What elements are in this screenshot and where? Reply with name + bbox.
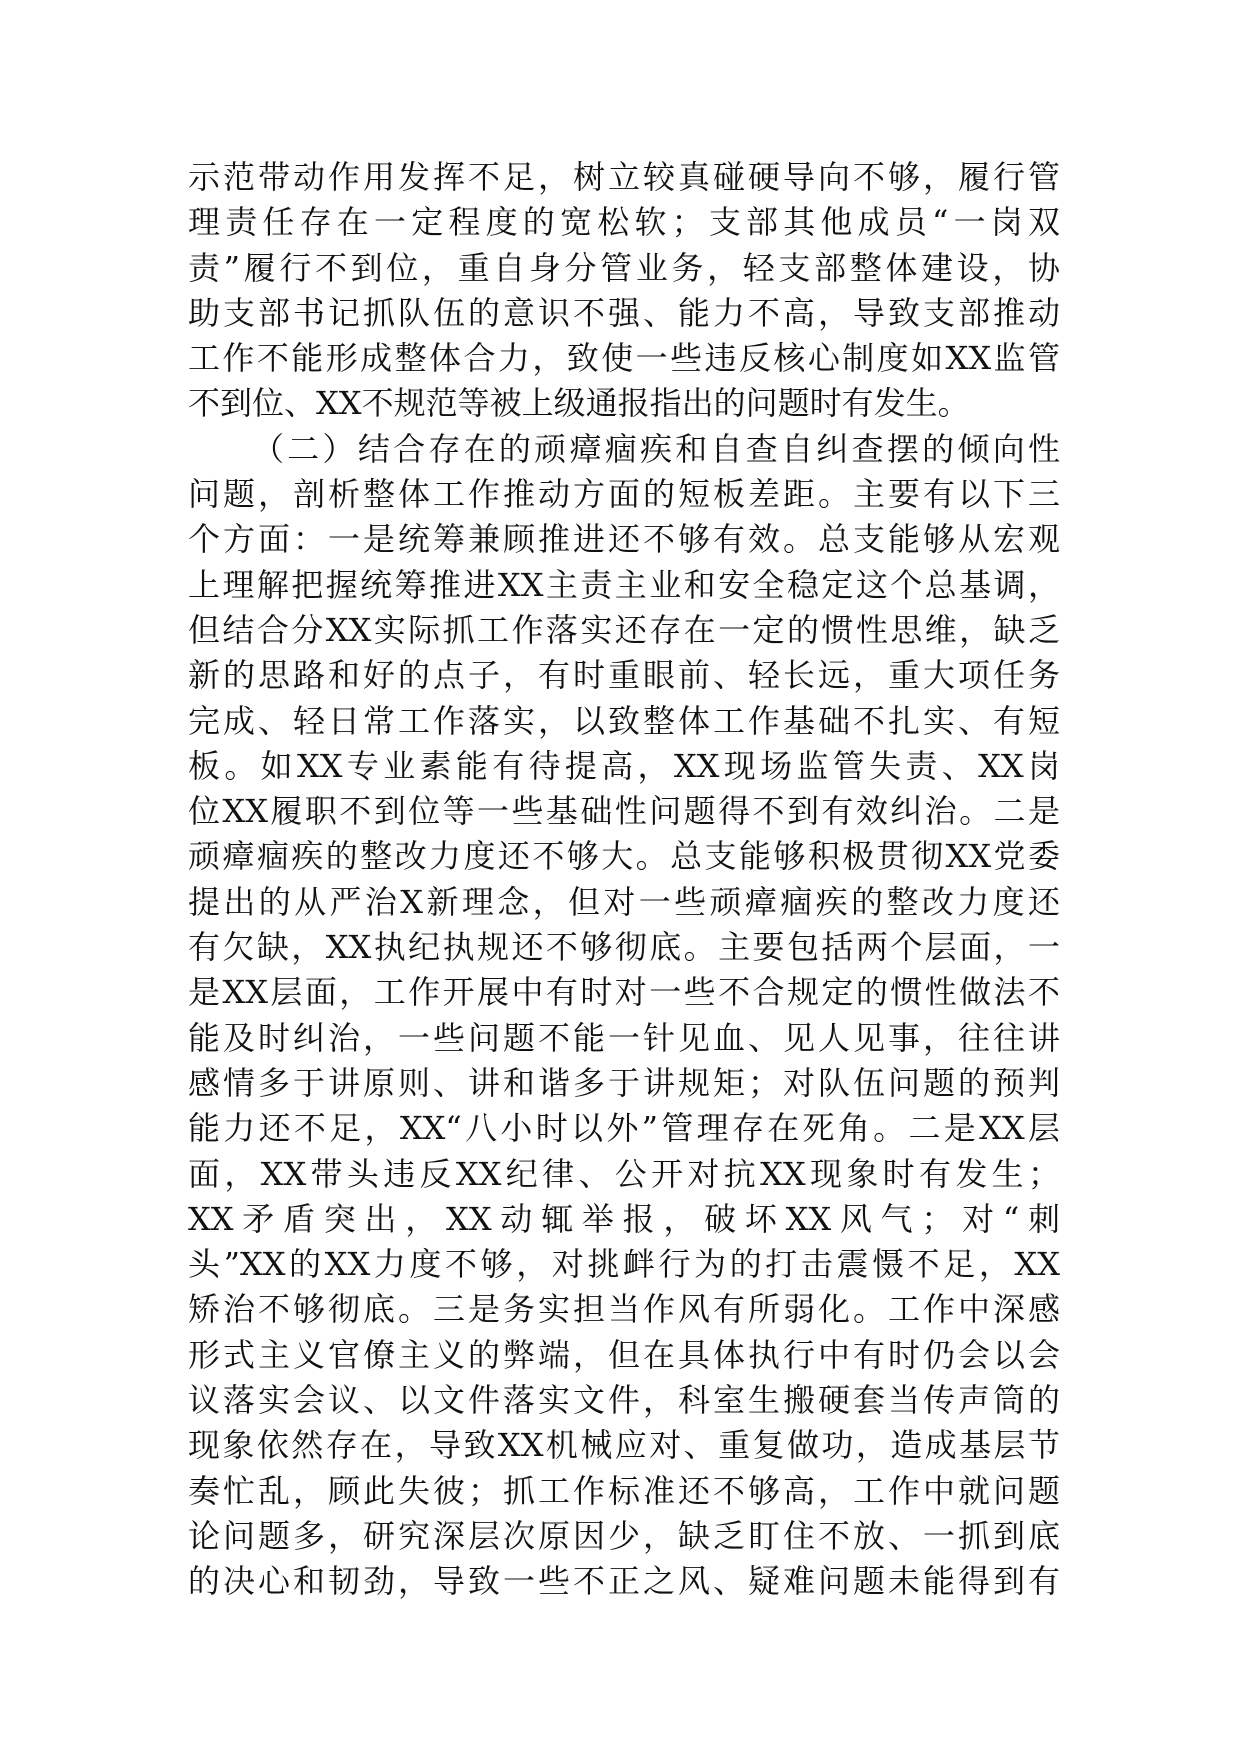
text-line: 能及时纠治，一些问题不能一针见血、见人见事，往往讲 bbox=[188, 1018, 1060, 1057]
text-line: 有欠缺，XX执纪执规还不够彻底。主要包括两个层面，一 bbox=[188, 928, 1060, 967]
text-line: 板。如XX专业素能有待提高，XX现场监管失责、XX岗 bbox=[188, 746, 1060, 785]
section-heading-line: （二）结合存在的顽瘴痼疾和自查自纠查摆的倾向性 bbox=[252, 429, 1060, 468]
text-line: XX矛盾突出，XX动辄举报，破坏XX风气；对“刺 bbox=[188, 1199, 1060, 1238]
text-line: 现象依然存在，导致XX机械应对、重复做功，造成基层节 bbox=[188, 1426, 1060, 1465]
text-line: 不到位、XX不规范等被上级通报指出的问题时有发生。 bbox=[188, 384, 970, 423]
text-line: 面，XX带头违反XX纪律、公开对抗XX现象时有发生； bbox=[188, 1154, 1060, 1193]
text-line: 的决心和韧劲，导致一些不正之风、疑难问题未能得到有 bbox=[188, 1562, 1060, 1601]
text-line: 论问题多，研究深层次原因少，缺乏盯住不放、一抓到底 bbox=[188, 1516, 1060, 1555]
text-line: 责”履行不到位，重自身分管业务，轻支部整体建设，协 bbox=[188, 248, 1060, 287]
text-line: 是XX层面，工作开展中有时对一些不合规定的惯性做法不 bbox=[188, 973, 1060, 1012]
text-line: 能力还不足，XX“八小时以外”管理存在死角。二是XX层 bbox=[188, 1109, 1060, 1148]
text-line: 顽瘴痼疾的整改力度还不够大。总支能够积极贯彻XX党委 bbox=[188, 837, 1060, 876]
text-line: 助支部书记抓队伍的意识不强、能力不高，导致支部推动 bbox=[188, 293, 1060, 332]
text-line: 矫治不够彻底。三是务实担当作风有所弱化。工作中深感 bbox=[188, 1290, 1060, 1329]
text-line: 示范带动作用发挥不足，树立较真碰硬导向不够，履行管 bbox=[188, 158, 1060, 196]
text-line: 个方面：一是统筹兼顾推进还不够有效。总支能够从宏观 bbox=[188, 520, 1060, 559]
text-line: 但结合分XX实际抓工作落实还存在一定的惯性思维，缺乏 bbox=[188, 610, 1060, 649]
text-line: 提出的从严治X新理念，但对一些顽瘴痼疾的整改力度还 bbox=[188, 882, 1060, 921]
text-line: 奏忙乱，顾此失彼；抓工作标准还不够高，工作中就问题 bbox=[188, 1471, 1060, 1510]
text-line: 位XX履职不到位等一些基础性问题得不到有效纠治。二是 bbox=[188, 792, 1060, 831]
text-line: 完成、轻日常工作落实，以致整体工作基础不扎实、有短 bbox=[188, 701, 1060, 740]
text-line: 形式主义官僚主义的弊端，但在具体执行中有时仍会以会 bbox=[188, 1335, 1060, 1374]
text-line: 工作不能形成整体合力，致使一些违反核心制度如XX监管 bbox=[188, 339, 1060, 378]
text-line: 新的思路和好的点子，有时重眼前、轻长远，重大项任务 bbox=[188, 656, 1060, 695]
text-line: 感情多于讲原则、讲和谐多于讲规矩；对队伍问题的预判 bbox=[188, 1063, 1060, 1102]
body-text bbox=[188, 155, 1060, 1605]
text-line: 上理解把握统筹推进XX主责主业和安全稳定这个总基调， bbox=[188, 565, 1060, 604]
text-line: 议落实会议、以文件落实文件，科室生搬硬套当传声筒的 bbox=[188, 1381, 1060, 1420]
text-line: 问题，剖析整体工作推动方面的短板差距。主要有以下三 bbox=[188, 475, 1060, 514]
text-line: 理责任存在一定程度的宽松软；支部其他成员“一岗双 bbox=[188, 203, 1060, 242]
text-line: 头”XX的XX力度不够，对挑衅行为的打击震慑不足，XX bbox=[188, 1245, 1060, 1284]
